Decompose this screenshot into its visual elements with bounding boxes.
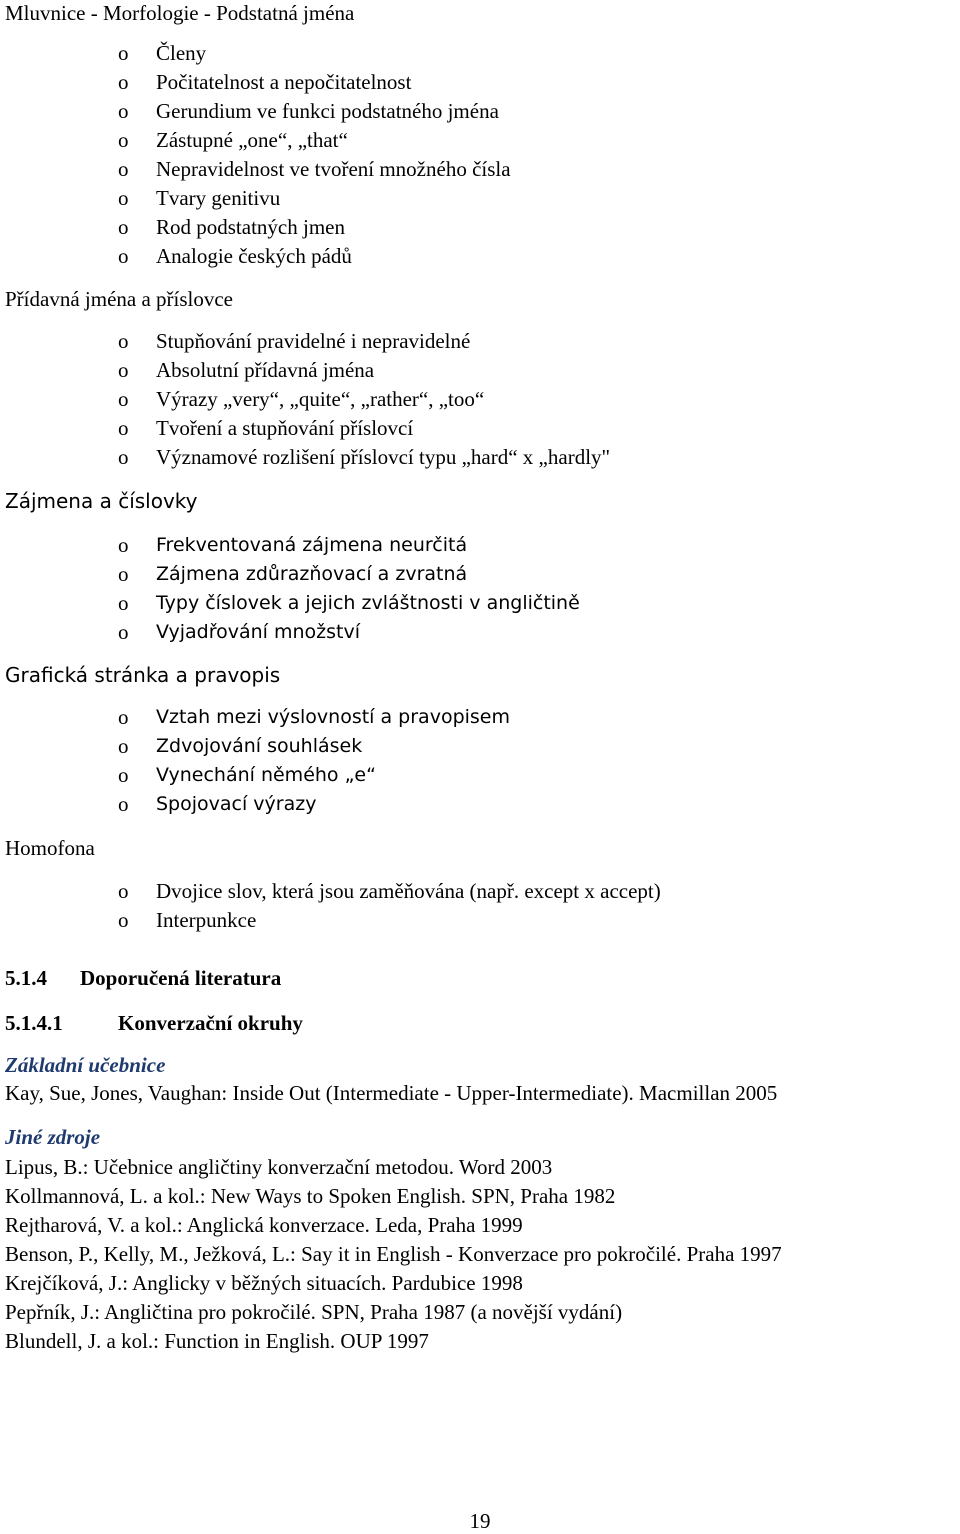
bullet-icon: o bbox=[118, 99, 129, 123]
bullet-icon: o bbox=[118, 763, 129, 787]
page-number: 19 bbox=[469, 1509, 491, 1533]
bullet-icon: o bbox=[118, 705, 129, 729]
bullet-icon: o bbox=[118, 70, 129, 94]
heading-doporucena-literatura bbox=[5, 965, 281, 991]
list-item: Kollmannová, L. a kol.: New Ways to Spoken English. SPN, Praha 1982 bbox=[5, 1184, 616, 1208]
bullet-icon: o bbox=[118, 879, 129, 903]
heading-title: Doporučená literatura bbox=[80, 966, 282, 990]
bullet-icon: o bbox=[118, 358, 129, 382]
heading-number: 5.1.4.1 bbox=[5, 1011, 63, 1035]
bullet-icon: o bbox=[118, 734, 129, 758]
list-item: Lipus, B.: Učebnice angličtiny konverzační metodou. Word 2003 bbox=[5, 1155, 553, 1179]
section-title-homofona: Homofona bbox=[5, 836, 95, 860]
list-item: Rejtharová, V. a kol.: Anglická konverzace. Leda, Praha 1999 bbox=[5, 1213, 523, 1237]
section-title-morfologie: Mluvnice - Morfologie - Podstatná jména bbox=[5, 1, 355, 25]
bullet-icon: o bbox=[118, 215, 129, 239]
bullet-icon: o bbox=[118, 792, 129, 816]
heading-title: Konverzační okruhy bbox=[118, 1011, 303, 1035]
reference-list bbox=[5, 1153, 782, 1356]
bullet-icon: o bbox=[118, 329, 129, 353]
document-page: Mluvnice - Morfologie - Podstatná jména o Členy o Počitatelnost a nepočitatelnost o Gerundium ve funkci podstatného jména o Zástupné „one“, „that“ o Nepravidelnost ve tvoření množného čísla o Tvary genitivu o Rod podstatných jmen o Analogie českých pádů Přídavná jména a příslovce o Stupňování pravidelné i nepravidelné o Absolutní přídavná jména o Výrazy „very“, „quite“, „rather“, „too“ o Tvoření a stupňování příslovcí o Významové rozlišení příslovcí typu „hard“ x „hardly" Zájmena a číslovky o Frekventovaná zájmena neurčitá o Zájmena zdůrazňovací a zvratná o Typy číslovek a jejich zvláštnosti v angličtině o Vyjadřování množství Grafická stránka a pravopis o Vztah mezi výslovností a pravopisem o Zdvojování souhlásek o Vynechání němého „e“ o Spojovací výrazy Homofona o Dvojice slov, která jsou zaměňována (např. except x accept) o Interpunkce 5.1.4 Doporučená literatura 5.1.4.1 Konverzační okruhy Základní učebnice Kay, Sue, Jones, Vaughan: Inside Out (Intermediate - Upper-Intermediate). Macmillan 2005 Jiné zdroje Lipus, B.: Učebnice angličtiny konverzační metodou. Word 2003 Kollmannová, L. a kol.: New Ways to Spoken English. SPN, Praha 1982 Rejtharová, V. a kol.: Anglická konverzace. Leda, Praha 1999 Benson, P., Kelly, M., Ježková, L.: Say it in English - Konverzace pro pokročilé. Praha 1997 Krejčíková, J.: Anglicky v běžných situacích. Pardubice 1998 Pepřník, J.: Angličtina pro pokročilé. SPN, Praha 1987 (a novější vydání) Blundell, J. a kol.: Function in English. OUP 1997 19 bbox=[0, 0, 960, 1533]
page-number-rule bbox=[447, 1500, 513, 1501]
subheading-zakladni-ucebnice: Základní učebnice bbox=[5, 1053, 166, 1077]
list-item: Benson, P., Kelly, M., Ježková, L.: Say it in English - Konverzace pro pokročilé. Praha 1997 bbox=[5, 1242, 782, 1266]
list-item: Krejčíková, J.: Anglicky v běžných situacích. Pardubice 1998 bbox=[5, 1271, 523, 1295]
subheading-jine-zdroje: Jiné zdroje bbox=[5, 1125, 101, 1149]
bullet-icon: o bbox=[118, 186, 129, 210]
bullet-icon: o bbox=[118, 562, 129, 586]
bullet-icon: o bbox=[118, 591, 129, 615]
bullet-icon: o bbox=[118, 128, 129, 152]
section-title-graficka-stranka: Grafická stránka a pravopis bbox=[5, 663, 281, 687]
bullet-icon: o bbox=[118, 445, 129, 469]
bullet-icon: o bbox=[118, 620, 129, 644]
bullet-icon: o bbox=[118, 244, 129, 268]
list-item: Blundell, J. a kol.: Function in English. OUP 1997 bbox=[5, 1329, 429, 1353]
heading-konverzacni-okruhy bbox=[5, 1010, 303, 1036]
bullet-icon: o bbox=[118, 157, 129, 181]
heading-number: 5.1.4 bbox=[5, 966, 47, 990]
bullet-icon: o bbox=[118, 908, 129, 932]
bullet-icon: o bbox=[118, 41, 129, 65]
section-title-pridavna-jmena: Přídavná jména a příslovce bbox=[5, 287, 234, 311]
section-title-zajmena: Zájmena a číslovky bbox=[5, 489, 198, 513]
bullet-icon: o bbox=[118, 387, 129, 411]
basic-textbook-reference: Kay, Sue, Jones, Vaughan: Inside Out (Intermediate - Upper-Intermediate). Macmillan 2005 bbox=[5, 1081, 778, 1105]
bullet-icon: o bbox=[118, 533, 129, 557]
bullet-icon: o bbox=[118, 416, 129, 440]
list-item: Pepřník, J.: Angličtina pro pokročilé. SPN, Praha 1987 (a novější vydání) bbox=[5, 1300, 623, 1324]
